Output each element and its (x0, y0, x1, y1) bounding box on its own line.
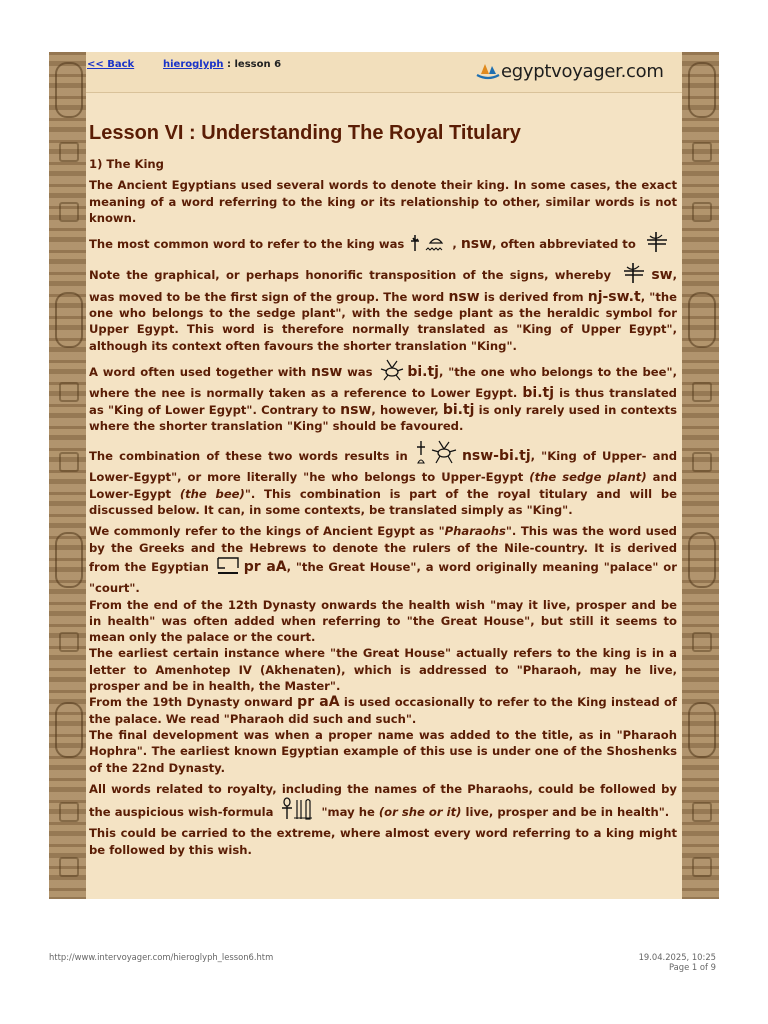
cartouche-icon (55, 292, 83, 348)
glyph-icon (692, 452, 712, 472)
section-heading: 1) The King (89, 157, 164, 171)
paragraph: From the 19th Dynasty onward pr aA is used occasionally to refer to the King instead of the palace. We read "Pharaoh did such and such". (89, 694, 677, 726)
page-frame (49, 52, 719, 899)
lesson-article (89, 120, 677, 863)
paragraph: The most common word to refer to the king was , nsw, often abbreviated to (89, 231, 677, 257)
glyph-icon (59, 802, 79, 822)
paragraph: From the end of the 12th Dynasty onwards the health wish "may it live, prosper and be in health" was often added when referring to "the Great House", but still it seems to mean only the palace or the court. (89, 597, 677, 645)
glyph-icon (59, 142, 79, 162)
hieroglyph-sedge-icon (642, 231, 672, 257)
cartouche-icon (55, 702, 83, 758)
hieroglyph-sedge-icon (619, 262, 649, 288)
boat-icon (475, 61, 501, 81)
glyph-icon (59, 632, 79, 652)
glyph-icon (692, 857, 712, 877)
content-panel (86, 52, 682, 899)
hieroglyph-nsw-bity-icon (416, 439, 460, 469)
glyph-icon (692, 802, 712, 822)
hieroglyph-per-aa-icon (216, 556, 242, 580)
glyph-icon (692, 632, 712, 652)
cartouche-icon (688, 702, 716, 758)
paragraph: This could be carried to the extreme, where almost every word referring to a king might be followed by this wish. (89, 826, 677, 857)
transliteration: nsw (460, 236, 493, 253)
hieroglyph-nsw-icon (410, 233, 450, 257)
breadcrumb (163, 59, 281, 70)
glyph-icon (59, 382, 79, 402)
glyph-icon (59, 857, 79, 877)
paragraph: We commonly refer to the kings of Ancient Egypt as "Pharaohs". This was the word used by the Greeks and the Hebrews to denote the rulers of the Nile-country. It is derived from the Egyptian pr aA, "the Great House", a word originally meaning "palace" or "court". (89, 524, 677, 596)
hieroglyph-border-left (49, 52, 86, 899)
footer-url: http://www.intervoyager.com/hieroglyph_lesson6.htm (49, 952, 274, 962)
footer-meta (600, 952, 716, 972)
site-logo[interactable] (475, 57, 664, 85)
cartouche-icon (688, 292, 716, 348)
cartouche-icon (55, 532, 83, 588)
footer-date: 19.04.2025, 10:25 (638, 952, 716, 962)
glyph-icon (692, 142, 712, 162)
logo-text: egyptvoyager.com (501, 60, 664, 82)
glyph-icon (692, 202, 712, 222)
glyph-icon (59, 452, 79, 472)
hieroglyph-ankh-wish-icon (280, 797, 320, 825)
cartouche-icon (688, 532, 716, 588)
paragraph: The combination of these two words results in nsw-bi.tj, "King of Upper- and Lower-Egypt", or more literally "he who belongs to Upper-Egypt (the sedge plant) and Lower-Egypt (the bee)". This combination is part of the royal titulary and will be discussed below. It can, in some contexts, be translated simply as "King". (89, 439, 677, 518)
cartouche-icon (55, 62, 83, 118)
navigation-bar (86, 52, 682, 93)
paragraph: Note the graphical, or perhaps honorific transposition of the signs, whereby sw, was moved to be the first sign of the group. The word nsw is derived from nj-sw.t, "the one who belongs to the sedge plant", with the sedge plant as the heraldic symbol for Upper Egypt. This word is therefore normally translated as "King of Upper Egypt", although its context often favours the shorter translation "King". (89, 262, 677, 353)
hieroglyph-bee-icon (379, 359, 405, 385)
glyph-icon (692, 382, 712, 402)
hieroglyph-border-right (682, 52, 719, 899)
breadcrumb-hieroglyph-link[interactable]: hieroglyph (163, 59, 224, 70)
back-link[interactable]: << Back (87, 59, 135, 70)
paragraph: A word often used together with nsw was bi.tj, "the one who belongs to the bee", where the nee is normally taken as a reference to Lower Egypt. bi.tj is thus translated as "King of Lower Egypt". Contrary to nsw, however, bi.tj is only rarely used in contexts where the shorter translation "King" should be favoured. (89, 359, 677, 434)
paragraph: The earliest certain instance where "the Great House" actually refers to the king is in a letter to Amenhotep IV (Akhenaten), which is addressed to "Pharaoh, may he live, prosper and be in health, the Master". (89, 646, 677, 694)
paragraph: The final development was when a proper name was added to the title, as in "Pharaoh Hophra". The earliest known Egyptian example of this use is under one of the Shoshenks of the 22nd Dynasty. (89, 727, 677, 775)
cartouche-icon (688, 62, 716, 118)
footer-page: Page 1 of 9 (669, 962, 716, 972)
breadcrumb-current: : lesson 6 (223, 59, 282, 70)
page-title: Lesson VI : Understanding The Royal Titulary (89, 122, 521, 144)
glyph-icon (59, 202, 79, 222)
paragraph: All words related to royalty, including the names of the Pharaohs, could be followed by the auspicious wish-formula "may he (or she or it) live, prosper and be in health". (89, 781, 677, 826)
paragraph: The Ancient Egyptians used several words to denote their king. In some cases, the exact meaning of a word referring to the king or its relationship to other, similar words is not known. (89, 178, 677, 225)
